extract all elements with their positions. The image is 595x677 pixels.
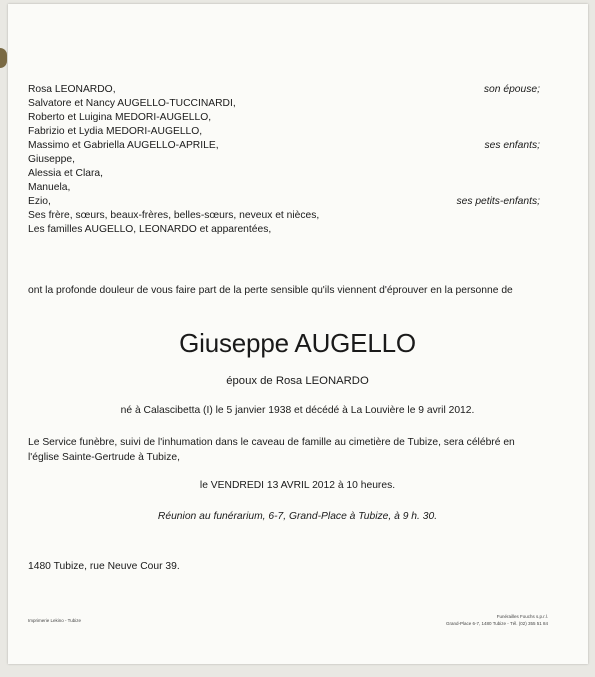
family-relation: ses enfants; [484, 140, 540, 151]
spouse-line: époux de Rosa LEONARDO [226, 375, 369, 387]
family-member-name: Rosa LEONARDO, [28, 84, 116, 95]
family-row [28, 223, 540, 237]
family-row [28, 125, 540, 139]
deceased-name: Giuseppe AUGELLO [179, 328, 416, 358]
family-member-name: Salvatore et Nancy AUGELLO-TUCCINARDI, [28, 98, 236, 109]
printer-credit: Imprimerie Lekino - Tubize [28, 618, 82, 623]
family-row [28, 83, 540, 97]
family-relation: son épouse; [483, 84, 540, 95]
family-member-name: Giuseppe, [28, 154, 75, 165]
family-member-name: Roberto et Luigina MEDORI-AUGELLO, [28, 112, 212, 123]
family-member-name: Massimo et Gabriella AUGELLO-APRILE, [28, 140, 219, 151]
family-row [28, 195, 540, 209]
birth-death-dates: né à Calascibetta (I) le 5 janvier 1938 et décédé à La Louvière le 9 avril 2012. [120, 405, 475, 416]
funeral-home-name: Funérailles Fouchs s.p.r.l. [496, 614, 548, 619]
family-relation: ses petits-enfants; [456, 196, 540, 207]
reunion-info: Réunion au funérarium, 6-7, Grand-Place à Tubize, à 9 h. 30. [157, 511, 438, 522]
family-row [28, 139, 540, 153]
family-member-name: Ezio, [28, 196, 51, 207]
family-member-name: Fabrizio et Lydia MEDORI-AUGELLO, [28, 126, 203, 137]
family-row [28, 153, 540, 167]
funeral-home-credit [446, 613, 548, 627]
announcement-intro: ont la profonde douleur de vous faire part de la perte sensible qu'ils viennent d'éprouver en la personne de [28, 285, 513, 296]
funeral-service-date: le VENDREDI 13 AVRIL 2012 à 10 heures. [199, 480, 396, 491]
family-list [28, 83, 540, 237]
family-row [28, 111, 540, 125]
family-member-name: Alessia et Clara, [28, 168, 103, 179]
family-member-name: Manuela, [28, 182, 71, 193]
family-row [28, 97, 540, 111]
family-row [28, 181, 540, 195]
family-member-name: Les familles AUGELLO, LEONARDO et apparentées, [28, 224, 272, 235]
family-row [28, 209, 540, 223]
family-member-name: Ses frère, sœurs, beaux-frères, belles-sœurs, neveux et nièces, [28, 210, 320, 221]
left-edge-mark [0, 48, 7, 68]
funeral-home-address: Grand-Place 6-7, 1480 Tubize - Tél. (02) 355 51 84 [446, 621, 548, 626]
family-row [28, 167, 540, 181]
funeral-service-text: Le Service funèbre, suivi de l'inhumation dans le caveau de famille au cimetière de Tubize, sera célébré en l'église Sainte-Gertrude à Tubize, [28, 437, 515, 463]
family-address: 1480 Tubize, rue Neuve Cour 39. [28, 561, 180, 572]
